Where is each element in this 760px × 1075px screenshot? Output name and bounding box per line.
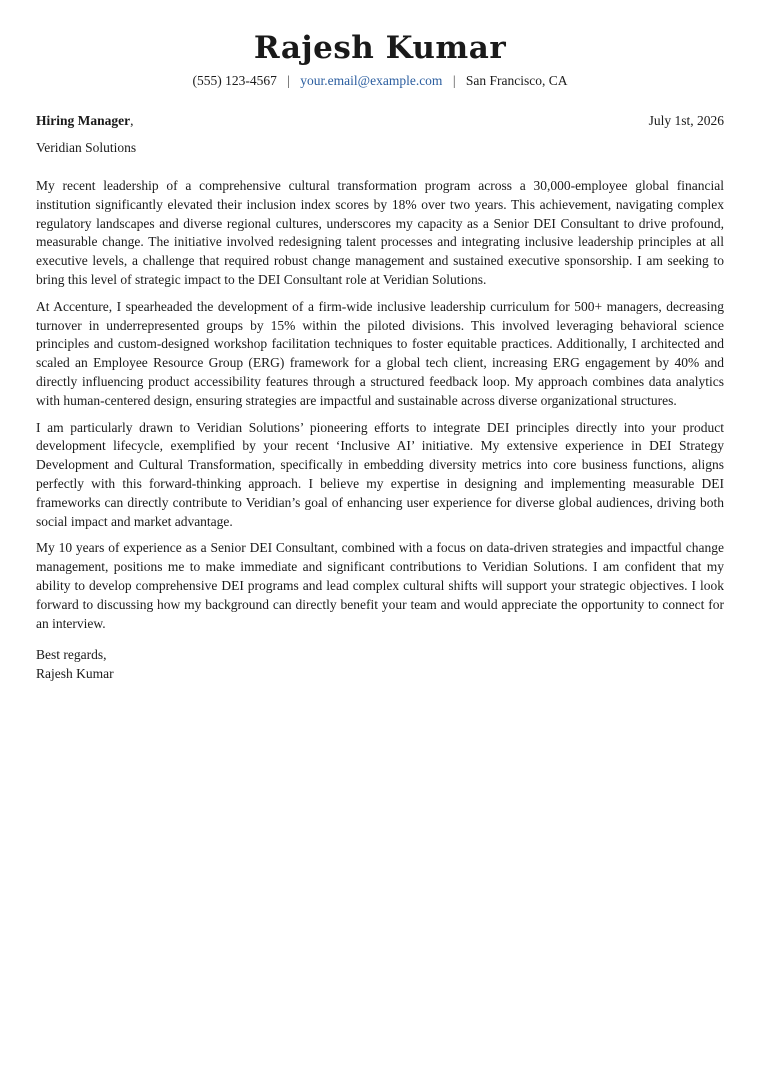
recipient-name-suffix: , [130,113,134,128]
location: San Francisco, CA [465,73,568,88]
body-paragraph: I am particularly drawn to Veridian Solutions’ pioneering efforts to integrate DEI principles directly into your product development lifecycle, exemplified by your recent ‘Inclusive AI’ initiative. My extensive experience in DEI Strategy Development and Cultural Transformation, specifically in embedding diversity metrics into core business functions, aligns perfectly with this forward-thinking approach. I believe my expertise in designing and implementing measurable DEI frameworks can directly contribute to Veridian’s goal of enhancing user experience for diverse global audiences, driving both social impact and market advantage. [36,419,724,529]
applicant-name: Rajesh Kumar [253,30,507,66]
closing-salutation: Best regards, [36,647,107,663]
recipient-name: Hiring Manager [36,113,131,128]
body-paragraph: My recent leadership of a comprehensive cultural transformation program across a 30,000-employee global financial institution significantly elevated their inclusion index scores by 18% over two years. This achievement, navigating complex regulatory landscapes and diverse regional cultures, underscores my capacity as a Senior DEI Consultant to drive profound, measurable change. The initiative involved redesigning talent processes and integrating inclusive leadership principles at all executive levels, a challenge that required robust change management and sustained executive sponsorship. I am seeking to bring this level of strategic impact to the DEI Consultant role at Veridian Solutions. [36,178,724,287]
recipient-company: Veridian Solutions [36,140,137,155]
body-paragraph: At Accenture, I spearheaded the development of a firm-wide inclusive leadership curriculum for 500+ managers, decreasing turnover in underrepresented groups by 15% within the piloted divisions. This involved leveraging behavioral science principles and custom-designed workshop facilitation techniques to foster equitable practices. Additionally, I architected and scaled an Employee Resource Group (ERG) framework for a global tech client, increasing ERG engagement by 40% and directly influencing product accessibility features through a structured feedback loop. My approach combines data analytics with human-centered design, ensuring strategies are impactful and sustainable across diverse organizational structures. [36,298,724,408]
separator: | [452,73,456,88]
email-link[interactable]: your.email@example.com [300,73,443,88]
contact-line [36,72,724,90]
letter-date: July 1st, 2026 [648,113,724,128]
letter-body [36,177,724,633]
signature: Rajesh Kumar [36,666,114,682]
closing-block [36,645,724,683]
recipient-greeting [36,112,134,130]
body-paragraph: My 10 years of experience as a Senior DEI Consultant, combined with a focus on data-driven strategies and impactful change management, positions me to make immediate and significant contributions to Veridian Solutions. I am confident that my ability to develop comprehensive DEI programs and lead complex cultural shifts will support your strategic objectives. I look forward to discussing how my background can directly benefit your team and would appreciate the opportunity to connect for an interview. [36,540,724,631]
phone-number: (555) 123-4567 [192,73,277,88]
recipient-row [36,112,724,130]
separator: | [287,73,290,88]
